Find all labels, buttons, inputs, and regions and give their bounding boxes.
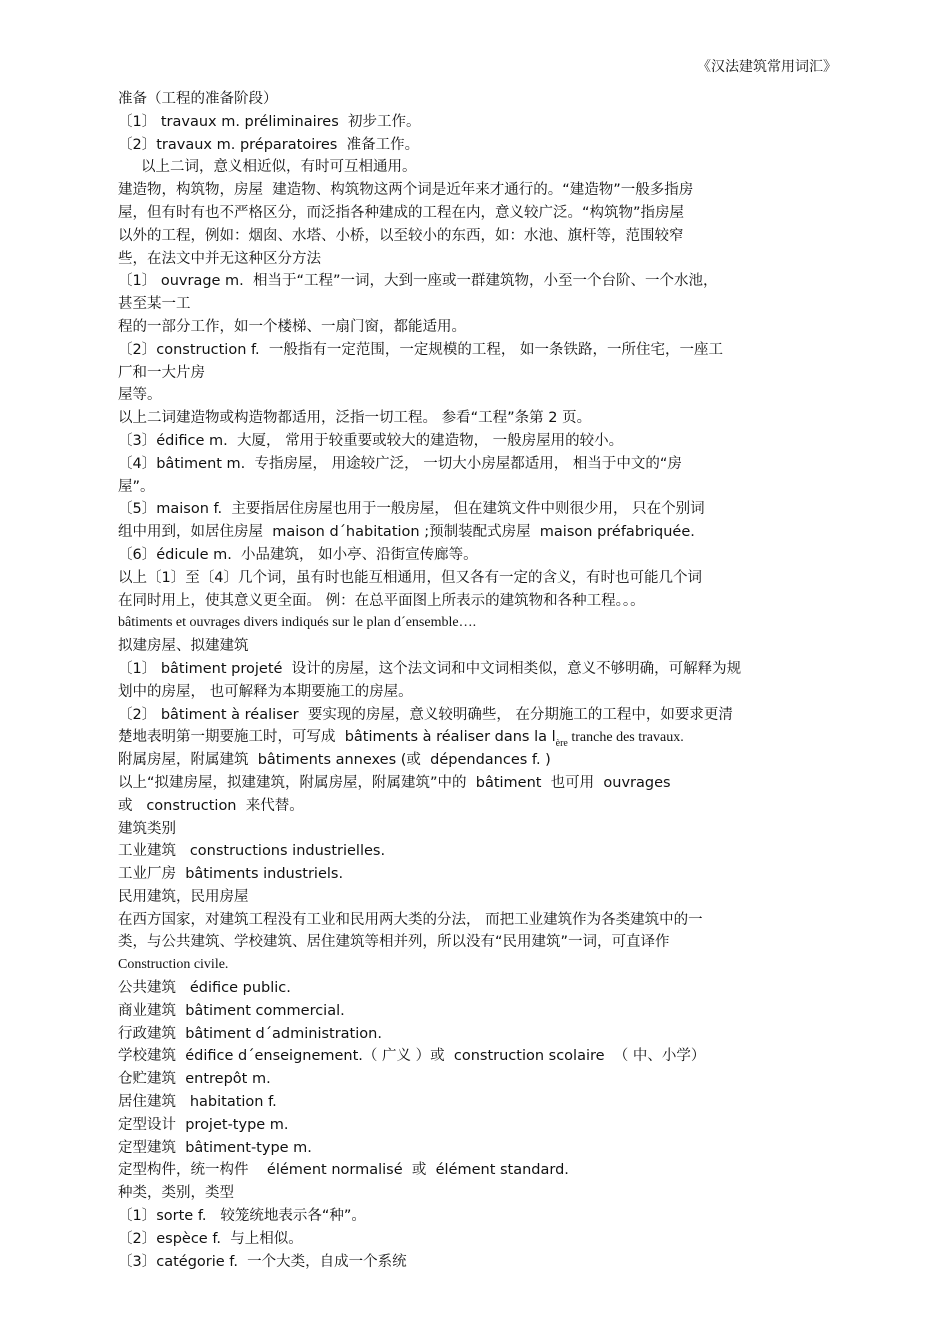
text-line: 附属房屋，附属建筑 bâtiments annexes (或 dépendances f. ) bbox=[118, 752, 551, 769]
text-line: 商业建筑 bâtiment commercial. bbox=[118, 1002, 345, 1019]
text-line bbox=[118, 726, 778, 749]
document-body bbox=[118, 88, 778, 1273]
text-line: 定型建筑 bâtiment-type m. bbox=[118, 1139, 312, 1156]
text-line: 行政建筑 bâtiment d´administration. bbox=[118, 1025, 382, 1042]
text-line: 〔2〕 bâtiment à réaliser 要实现的房屋，意义较明确些， 在分期施工的工程中，如要求更清 bbox=[118, 706, 733, 723]
text-line: 〔6〕édicule m. 小品建筑， 如小亭、沿街宣传廊等。 bbox=[118, 546, 478, 563]
text-line: Construction civile. bbox=[118, 957, 229, 973]
text-line: 〔4〕bâtiment m. 专指房屋， 用途较广泛， 一切大小房屋都适用， 相当于中文的“房 bbox=[118, 455, 682, 472]
text-line: 程的一部分工作，如一个楼梯、一扇门窗，都能适用。 bbox=[118, 318, 466, 335]
text-line: 公共建筑 édifice public. bbox=[118, 980, 291, 997]
text-line: 〔1〕 bâtiment projeté 设计的房屋，这个法文词和中文词相类似，意义不够明确，可解释为规 bbox=[118, 660, 742, 677]
text-line: 〔5〕maison f. 主要指居住房屋也用于一般房屋， 但在建筑文件中则很少用， 只在个别词 bbox=[118, 501, 705, 518]
text-line: 厂和一大片房 bbox=[118, 364, 205, 381]
text-line: 民用建筑，民用房屋 bbox=[118, 888, 249, 905]
text-line: 组中用到，如居住房屋 maison d´habitation ;预制装配式房屋 maison préfabriquée. bbox=[118, 524, 695, 541]
text-line: 〔1〕 ouvrage m. 相当于“工程”一词，大到一座或一群建筑物，小至一个台阶、一个水池， bbox=[118, 273, 718, 290]
text-line: 以上二词，意义相近似，有时可互相通用。 bbox=[118, 159, 417, 176]
running-header: 《汉法建筑常用词汇》 bbox=[697, 59, 837, 75]
text-line: 〔3〕édifice m. 大厦， 常用于较重要或较大的建造物， 一般房屋用的较小。 bbox=[118, 432, 624, 449]
text-line: 以上〔1〕至〔4〕几个词，虽有时也能互相通用，但又各有一定的含义，有时也可能几个词 bbox=[118, 569, 702, 586]
text-line: 屋等。 bbox=[118, 387, 162, 404]
text-line: 屋，但有时有也不严格区分，而泛指各种建成的工程在内，意义较广泛。“构筑物”指房屋 bbox=[118, 204, 685, 221]
line-tail: tranche des travaux. bbox=[567, 730, 684, 746]
text-line: 屋”。 bbox=[118, 478, 155, 495]
text-line: 学校建筑 édifice d´enseignement.（ 广义 ）或 construction scolaire （ 中、小学） bbox=[118, 1048, 706, 1065]
text-line: 以上二词建造物或构造物都适用，泛指一切工程。 参看“工程”条第 2 页。 bbox=[118, 410, 592, 427]
text-line: 〔3〕catégorie f. 一个大类，自成一个系统 bbox=[118, 1253, 407, 1270]
text-line: 以外的工程，例如：烟囱、水塔、小桥，以至较小的东西，如：水池、旗杆等，范围较窄 bbox=[118, 227, 684, 244]
line-head: 楚地表明第一期要施工时，可写成 bâtiments à réaliser dans la l bbox=[118, 729, 556, 746]
section-heading: 拟建房屋、拟建建筑 bbox=[118, 638, 249, 655]
section-heading: 种类，类别，类型 bbox=[118, 1185, 234, 1202]
text-line: 建造物，构筑物，房屋 建造物、构筑物这两个词是近年来才通行的。“建造物”一般多指房 bbox=[118, 182, 694, 199]
text-line: 在同时用上，使其意义更全面。 例：在总平面图上所表示的建筑物和各种工程。。。 bbox=[118, 592, 645, 609]
section-heading: 建筑类别 bbox=[118, 820, 176, 837]
text-line: 或 construction 来代替。 bbox=[118, 797, 304, 814]
text-line: 些，在法文中并无这种区分方法 bbox=[118, 250, 321, 267]
text-line: 〔2〕travaux m. préparatoires 准备工作。 bbox=[118, 136, 420, 153]
text-line: 居住建筑 habitation f. bbox=[118, 1094, 277, 1111]
text-line: 仓贮建筑 entrepôt m. bbox=[118, 1071, 271, 1088]
text-line: 工业厂房 bâtiments industriels. bbox=[118, 866, 344, 883]
text-line: 划中的房屋， 也可解释为本期要施工的房屋。 bbox=[118, 683, 413, 700]
text-line: 类，与公共建筑、学校建筑、居住建筑等相并列，所以没有“民用建筑”一词，可直译作 bbox=[118, 934, 670, 951]
text-line: 〔1〕 travaux m. préliminaires 初步工作。 bbox=[118, 113, 421, 130]
text-line: 〔2〕construction f. 一般指有一定范围，一定规模的工程， 如一条铁路，一所住宅，一座工 bbox=[118, 341, 723, 358]
text-line: 工业建筑 constructions industrielles. bbox=[118, 843, 386, 860]
text-line: 〔2〕espèce f. 与上相似。 bbox=[118, 1230, 303, 1247]
text-line: bâtiments et ouvrages divers indiqués sur le plan d´ensemble…. bbox=[118, 615, 477, 631]
text-line: 定型构件，统一构件 élément normalisé 或 élément standard. bbox=[118, 1162, 569, 1179]
text-line: 准备（工程的准备阶段） bbox=[118, 91, 278, 107]
text-line: 〔1〕sorte f. 较笼统地表示各“种”。 bbox=[118, 1208, 366, 1225]
text-line: 以上“拟建房屋，拟建建筑，附属房屋，附属建筑”中的 bâtiment 也可用 ouvrages bbox=[118, 774, 671, 791]
superscript-ordinal: ère bbox=[555, 738, 568, 750]
text-line: 定型设计 projet-type m. bbox=[118, 1116, 289, 1133]
text-line: 在西方国家，对建筑工程没有工业和民用两大类的分法， 而把工业建筑作为各类建筑中的一 bbox=[118, 911, 703, 928]
text-line: 甚至某一工 bbox=[118, 296, 191, 313]
